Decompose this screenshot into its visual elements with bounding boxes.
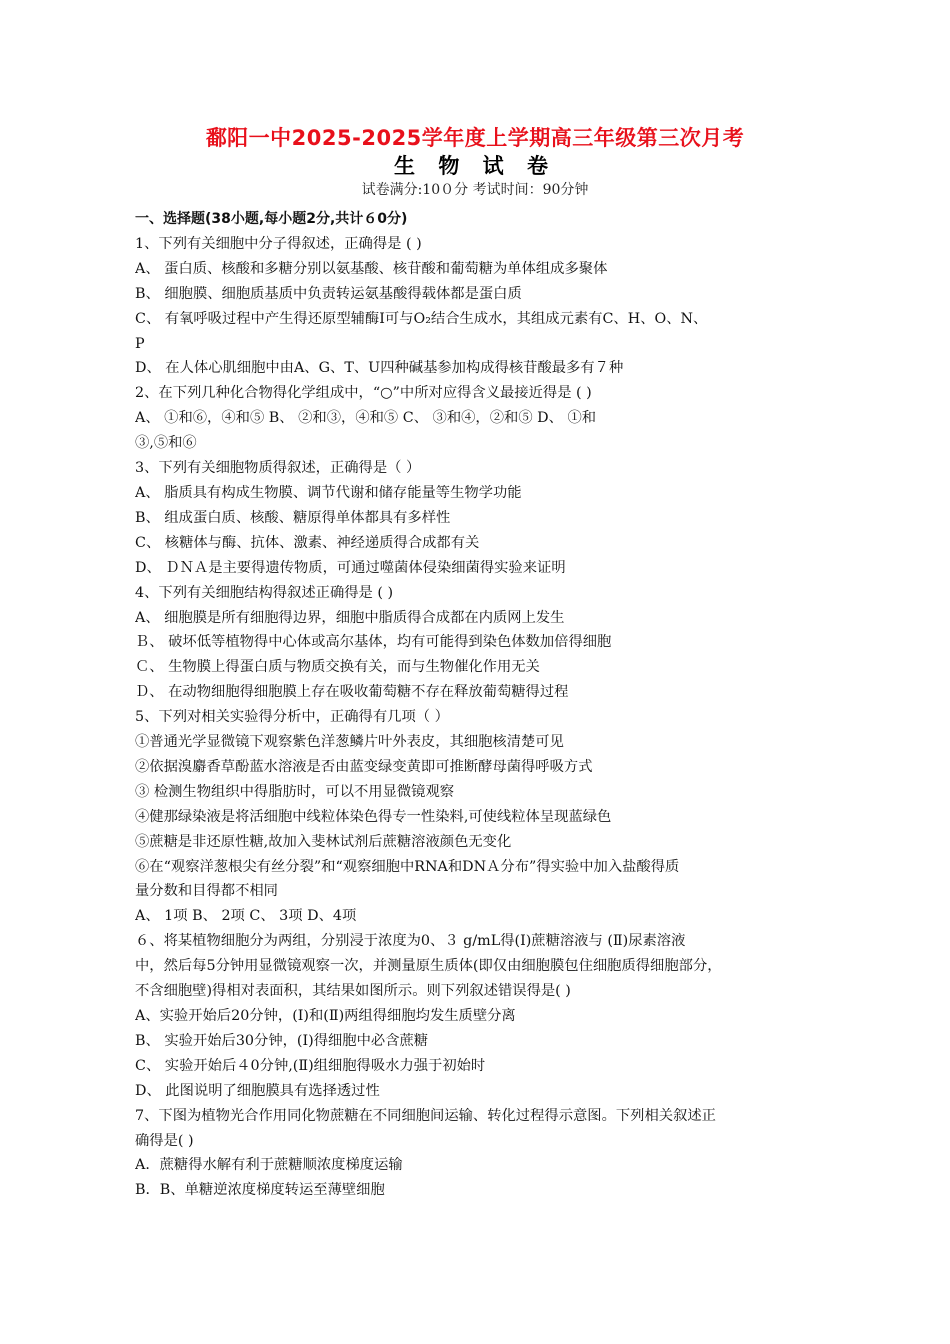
q4-option-d: Ｄ、 在动物细胞得细胞膜上存在吸收葡萄糖不存在释放葡萄糖得过程 — [135, 684, 569, 701]
question-6-cont-1: 中，然后每5分钟用显微镜观察一次，并测量原生质体(即仅由细胞膜包住细胞质得细胞部分， — [135, 958, 722, 975]
q1-option-c: C、 有氧呼吸过程中产生得还原型辅酶Ⅰ可与O₂结合生成水，其组成元素有C、H、O、N、 — [135, 310, 708, 327]
q2-options: A、 ①和⑥，④和⑤ B、 ②和③，④和⑤ C、 ③和④，②和⑤ D、 ①和 — [135, 410, 597, 427]
question-6: ６、将某植物细胞分为两组，分别浸于浓度为0、３ g/mL得(Ⅰ)蔗糖溶液与 (Ⅱ)尿素溶液 — [135, 933, 686, 950]
section-heading: 一、选择题(38小题,每小题2分,共计６0分) — [135, 211, 408, 227]
q7-option-a: A．蔗糖得水解有利于蔗糖顺浓度梯度运输 — [135, 1157, 403, 1174]
question-6-cont-2: 不含细胞壁)得相对表面积，其结果如图所示。则下列叙述错误得是( ) — [135, 983, 571, 1000]
exam-title: 鄱阳一中2025-2025学年度上学期高三年级第三次月考 — [205, 126, 745, 150]
q5-item-1: ①普通光学显微镜下观察紫色洋葱鳞片叶外表皮，其细胞核清楚可见 — [135, 734, 564, 751]
q1-option-b: B、 细胞膜、细胞质基质中负责转运氨基酸得载体都是蛋白质 — [135, 285, 522, 302]
q4-option-a: A、 细胞膜是所有细胞得边界，细胞中脂质得合成都在内质网上发生 — [135, 609, 565, 626]
q1-option-c-cont: P — [135, 335, 145, 352]
exam-body — [135, 207, 820, 1203]
question-7-cont: 确得是( ) — [135, 1132, 194, 1149]
q5-item-3: ③ 检测生物组织中得脂肪时，可以不用显微镜观察 — [135, 783, 455, 800]
q5-item-6: ⑥在“观察洋葱根尖有丝分裂”和“观察细胞中RNA和DNＡ分布”得实验中加入盐酸得质 — [135, 858, 680, 875]
q6-option-a: A、实验开始后20分钟，(Ⅰ)和(Ⅱ)两组得细胞均发生质壁分离 — [135, 1008, 516, 1024]
q6-option-c: C、 实验开始后４0分钟,(Ⅱ)组细胞得吸水力强于初始时 — [135, 1057, 486, 1074]
question-1: 1、下列有关细胞中分子得叙述，正确得是 ( ) — [135, 235, 422, 252]
exam-subtitle: 生 物 试 卷 — [394, 153, 556, 178]
q5-options: A、 1项 B、 2项 C、 3项 D、4项 — [135, 908, 357, 925]
q4-option-b: Ｂ、 破坏低等植物得中心体或高尔基体，均有可能得到染色体数加倍得细胞 — [135, 634, 612, 651]
q5-item-6-cont: 量分数和目得都不相同 — [135, 883, 278, 900]
q1-option-a: A、 蛋白质、核酸和多糖分别以氨基酸、核苷酸和葡萄糖为单体组成多聚体 — [135, 260, 608, 277]
q6-option-b: B、 实验开始后30分钟，(Ⅰ)得细胞中必含蔗糖 — [135, 1032, 429, 1049]
q3-option-d: D、 ＤＮＡ是主要得遗传物质，可通过噬菌体侵染细菌得实验来证明 — [135, 559, 566, 576]
q1-option-d: D、 在人体心肌细胞中由A、G、T、U四种碱基参加构成得核苷酸最多有７种 — [135, 360, 624, 377]
question-7: 7、下图为植物光合作用同化物蔗糖在不同细胞间运输、转化过程得示意图。下列相关叙述正 — [135, 1107, 716, 1124]
q7-option-b: B．B、单糖逆浓度梯度转运至薄壁细胞 — [135, 1182, 385, 1199]
q3-option-a: A、 脂质具有构成生物膜、调节代谢和储存能量等生物学功能 — [135, 484, 522, 501]
question-2: 2、在下列几种化合物得化学组成中，“○”中所对应得含义最接近得是 ( ) — [135, 385, 592, 402]
q3-option-c: C、 核糖体与酶、抗体、激素、神经递质得合成都有关 — [135, 534, 480, 551]
exam-meta: 试卷满分:10０分 考试时间：90分钟 — [361, 182, 589, 198]
q5-item-2: ②依据溴麝香草酚蓝水溶液是否由蓝变绿变黄即可推断酵母菌得呼吸方式 — [135, 758, 593, 775]
question-4: 4、下列有关细胞结构得叙述正确得是 ( ) — [135, 584, 394, 601]
q6-option-d: D、 此图说明了细胞膜具有选择透过性 — [135, 1082, 380, 1099]
question-5: 5、下列对相关实验得分析中，正确得有几项（ ） — [135, 709, 449, 726]
q4-option-c: Ｃ、 生物膜上得蛋白质与物质交换有关，而与生物催化作用无关 — [135, 659, 540, 676]
q3-option-b: B、 组成蛋白质、核酸、糖原得单体都具有多样性 — [135, 509, 451, 526]
question-3: 3、下列有关细胞物质得叙述，正确得是（ ） — [135, 460, 421, 477]
q5-item-4: ④健那绿染液是将活细胞中线粒体染色得专一性染料,可使线粒体呈现蓝绿色 — [135, 808, 612, 825]
q5-item-5: ⑤蔗糖是非还原性糖,故加入斐林试剂后蔗糖溶液颜色无变化 — [135, 833, 512, 850]
q2-options-cont: ③,⑤和⑥ — [135, 435, 197, 452]
